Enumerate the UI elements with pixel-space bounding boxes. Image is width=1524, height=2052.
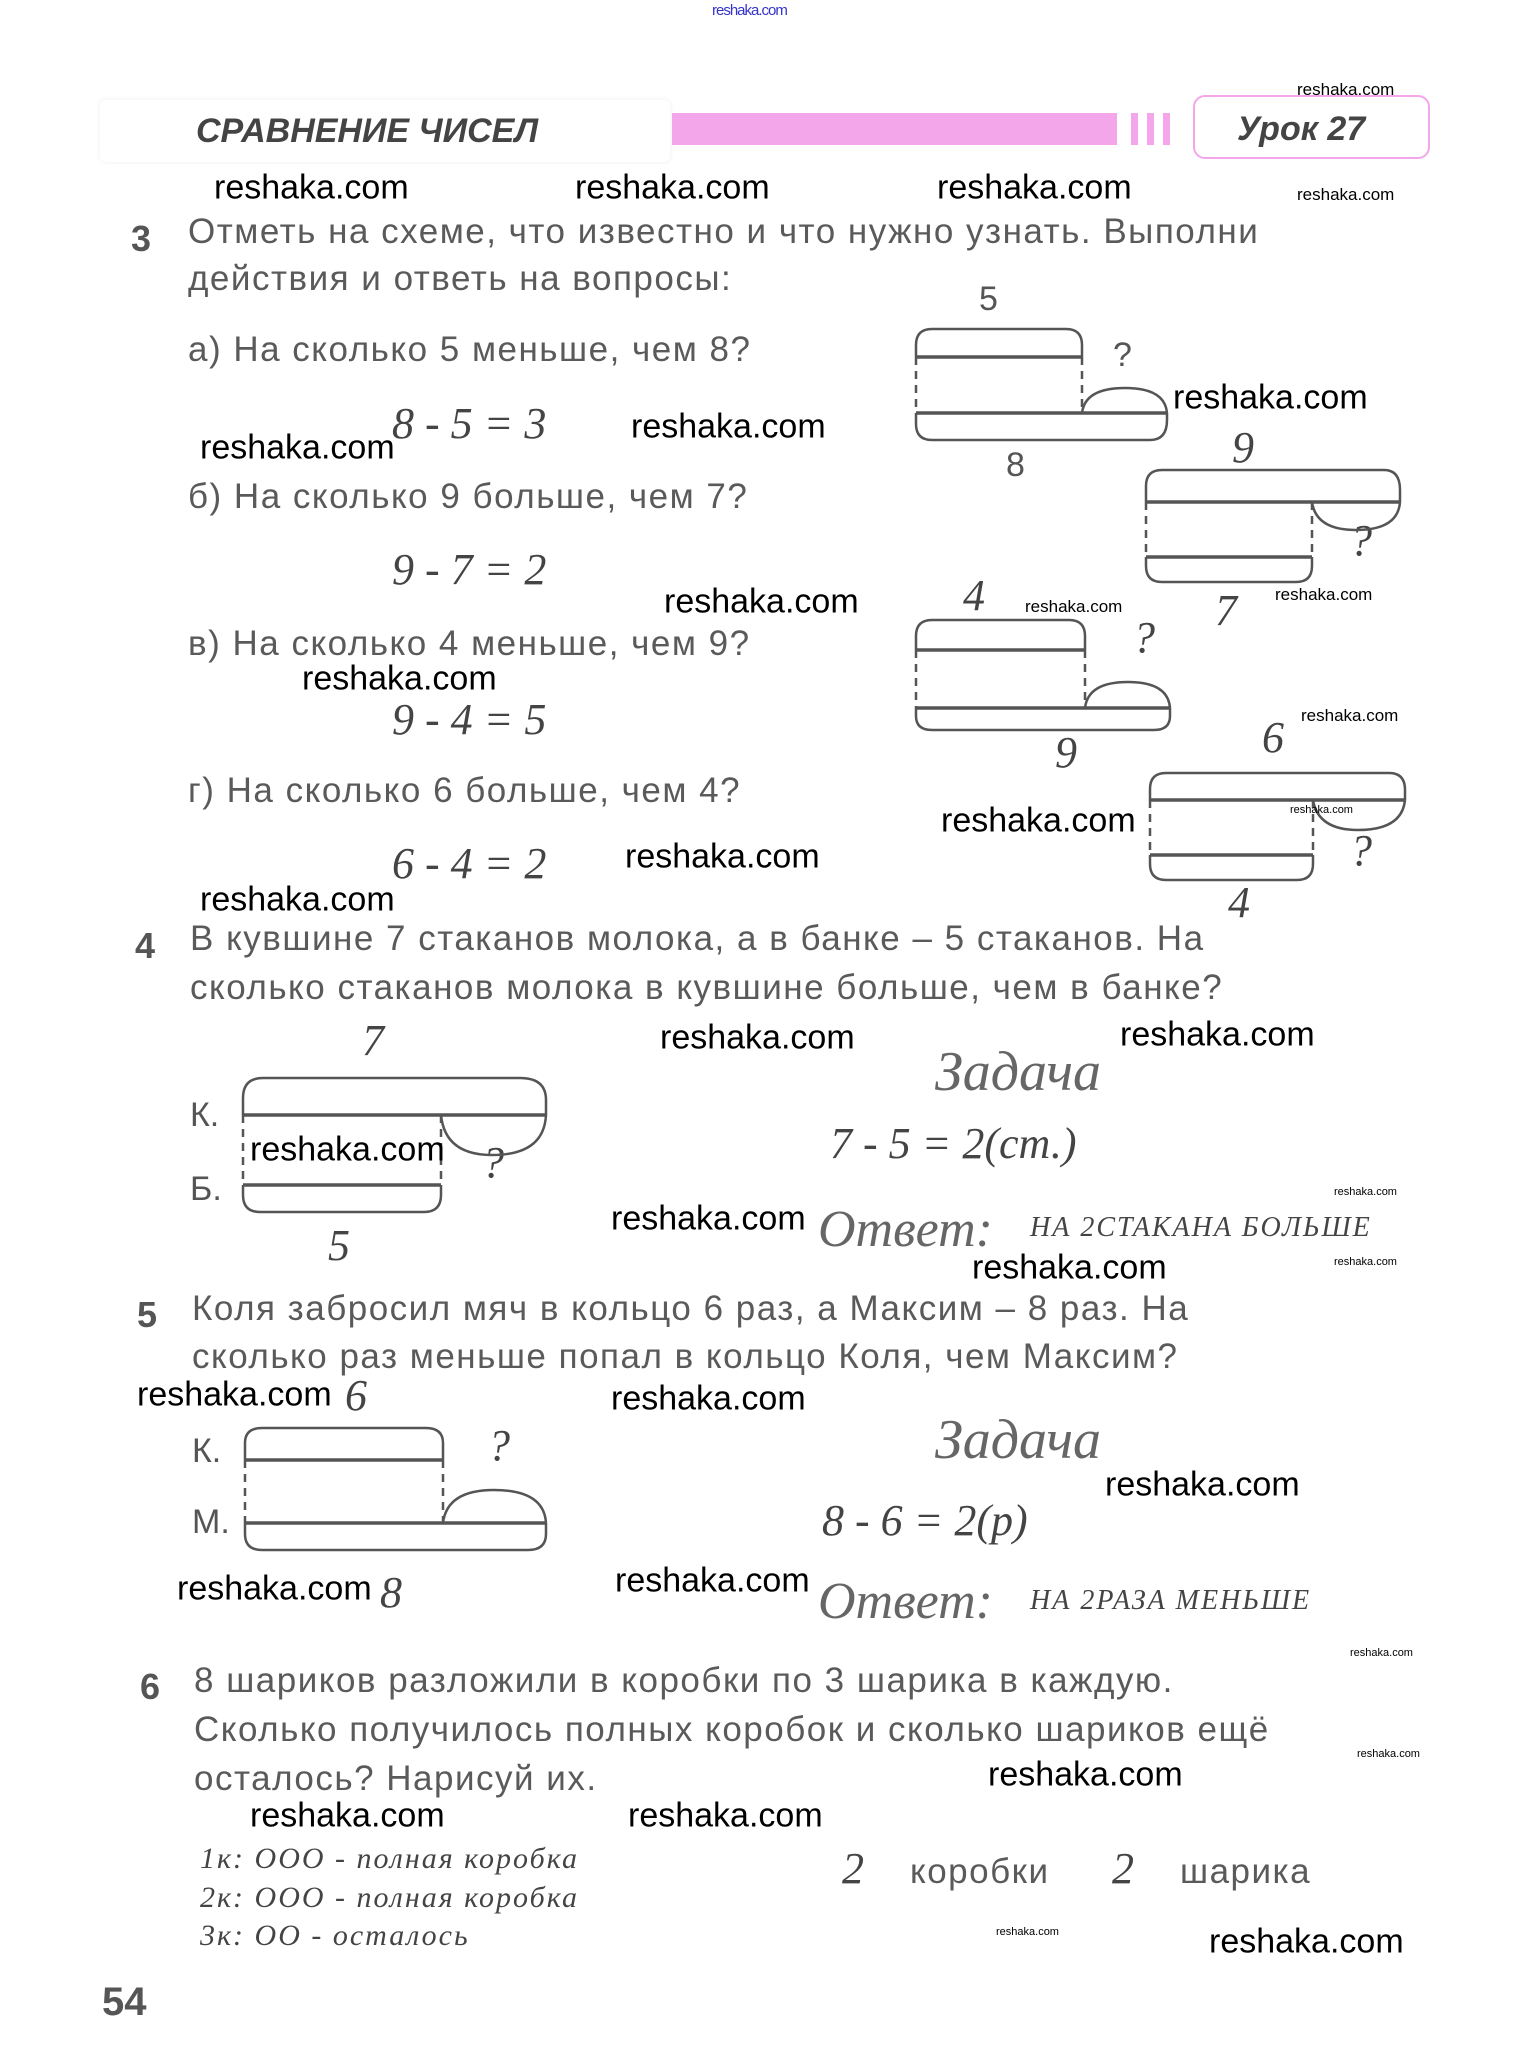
task3-text-line1: Отметь на схеме, что известно и что нужно узнать. Выполни <box>188 212 1260 251</box>
lesson-label: Урок 27 <box>1237 110 1366 148</box>
diagram-b <box>1146 470 1400 582</box>
task6-boxes-label: коробки <box>910 1852 1050 1891</box>
watermark-text: reshaka.com <box>941 801 1136 840</box>
task6-balls-label: шарика <box>1180 1852 1312 1891</box>
diagram-d-question-label: ? <box>1350 826 1372 875</box>
task4-solution: 7 - 5 = 2(ст.) <box>830 1119 1077 1168</box>
watermark-text: reshaka.com <box>214 168 409 207</box>
task4-row-b-label: Б. <box>190 1170 222 1208</box>
watermark-text: reshaka.com <box>611 1379 806 1418</box>
task6-drawing-line: 1к: ООО - полная коробка <box>200 1842 580 1875</box>
watermark-text: reshaka.com <box>988 1755 1183 1794</box>
task4-row-k-label: К. <box>190 1096 220 1134</box>
watermark-text: reshaka.com <box>625 837 820 876</box>
task5-text-line2: сколько раз меньше попал в кольцо Коля, чем Максим? <box>192 1337 1179 1376</box>
task6-drawing-line: 2к: ООО - полная коробка <box>200 1881 580 1914</box>
diagram-d-top-label: 6 <box>1262 713 1284 762</box>
watermark-text: reshaka.com <box>1105 1465 1300 1504</box>
task3d-question: г) На сколько 6 больше, чем 4? <box>188 771 742 810</box>
watermark-text: reshaka.com <box>200 880 395 919</box>
watermark-text: reshaka.com <box>1025 597 1123 616</box>
page-number: 54 <box>102 1980 147 2024</box>
task3-number: 3 <box>131 218 152 259</box>
task4-answer: НА 2СТАКАНА БОЛЬШЕ <box>1030 1212 1372 1243</box>
watermark-text: reshaka.com <box>575 168 770 207</box>
task5-text-line1: Коля забросил мяч в кольцо 6 раз, а Максим – 8 раз. На <box>192 1289 1190 1328</box>
watermark-text: reshaka.com <box>996 1926 1059 1938</box>
watermark-text: reshaka.com <box>631 407 826 446</box>
task4-number: 4 <box>135 925 156 966</box>
watermark-text: reshaka.com <box>250 1796 445 1835</box>
task6-drawing-line: 3к: ОО - осталось <box>200 1919 470 1952</box>
watermark-text: reshaka.com <box>972 1248 1167 1287</box>
watermark-text: reshaka.com <box>1334 1186 1397 1198</box>
watermark-text: reshaka.com <box>1350 1647 1413 1659</box>
task5-bottom-label: 8 <box>380 1568 402 1617</box>
task5-top-label: 6 <box>345 1371 367 1420</box>
task3c-question: в) На сколько 4 меньше, чем 9? <box>188 624 751 663</box>
watermark-text: reshaka.com <box>1275 585 1373 604</box>
watermark-text: reshaka.com <box>1334 1256 1397 1268</box>
task4-answer-word: Ответ: <box>818 1201 993 1258</box>
task6-text-line2: Сколько получилось полных коробок и сколько шариков ещё <box>194 1710 1270 1749</box>
task3c-answer: 9 - 4 = 5 <box>392 695 547 744</box>
watermark-text: reshaka.com <box>177 1569 372 1608</box>
task5-row-m-label: М. <box>192 1503 230 1541</box>
watermark-text: reshaka.com <box>137 1375 332 1414</box>
diagram-b-bottom-label: 7 <box>1215 586 1237 635</box>
diagram-c-bottom-label: 9 <box>1055 728 1077 777</box>
watermark-text: reshaka.com <box>250 1130 445 1169</box>
watermark-text: reshaka.com <box>1290 804 1353 816</box>
task5-heading: Задача <box>935 1409 1102 1471</box>
watermark-text: reshaka.com <box>1297 185 1395 204</box>
task5-solution: 8 - 6 = 2(р) <box>822 1496 1028 1545</box>
diagram-d-bottom-label: 4 <box>1228 878 1250 927</box>
watermark-text: reshaka.com <box>1173 378 1368 417</box>
watermark-text: reshaka.com <box>1120 1015 1315 1054</box>
watermark-text: reshaka.com <box>200 428 395 467</box>
diagram-a <box>916 329 1167 440</box>
task4-top-label: 7 <box>362 1016 384 1065</box>
task6-text-line1: 8 шариков разложили в коробки по 3 шарика в каждую. <box>194 1661 1174 1700</box>
diagram-b-top-label: 9 <box>1232 423 1254 472</box>
watermark-text: reshaka.com <box>1301 706 1399 725</box>
task5-diagram <box>245 1428 546 1550</box>
watermark-text: reshaka.com <box>664 582 859 621</box>
task5-answer-word: Ответ: <box>818 1573 993 1630</box>
task6-text-line3: осталось? Нарисуй их. <box>194 1759 598 1798</box>
top-watermark: reshaka.com <box>712 2 787 19</box>
watermark-text: reshaka.com <box>1209 1922 1404 1961</box>
task6-boxes-value: 2 <box>842 1844 864 1893</box>
task4-text-line2: сколько стаканов молока в кувшине больше, чем в банке? <box>190 968 1224 1007</box>
task3b-answer: 9 - 7 = 2 <box>392 545 547 594</box>
task5-row-k-label: К. <box>192 1432 222 1470</box>
watermark-text: reshaka.com <box>1297 80 1395 99</box>
task6-balls-value: 2 <box>1112 1844 1134 1893</box>
task4-heading: Задача <box>935 1041 1102 1103</box>
diagram-c <box>916 620 1170 730</box>
watermark-text: reshaka.com <box>937 168 1132 207</box>
task4-question-label: ? <box>482 1138 504 1187</box>
watermark-text: reshaka.com <box>611 1199 806 1238</box>
watermark-text: reshaka.com <box>628 1796 823 1835</box>
watermark-text: reshaka.com <box>1357 1748 1420 1760</box>
header-title: СРАВНЕНИЕ ЧИСЕЛ <box>196 112 539 150</box>
task3b-question: б) На сколько 9 больше, чем 7? <box>188 477 749 516</box>
diagram-c-top-label: 4 <box>963 571 985 620</box>
diagram-d <box>1150 773 1405 880</box>
task3a-question: а) На сколько 5 меньше, чем 8? <box>188 330 752 369</box>
task4-bottom-label: 5 <box>328 1221 350 1270</box>
task3-text-line2: действия и ответь на вопросы: <box>188 259 733 298</box>
diagram-a-question-label: ? <box>1113 336 1132 374</box>
watermark-text: reshaka.com <box>660 1018 855 1057</box>
task5-number: 5 <box>137 1294 158 1335</box>
watermark-text: reshaka.com <box>302 659 497 698</box>
diagram-a-top-label: 5 <box>979 280 998 318</box>
task4-text-line1: В кувшине 7 стаканов молока, а в банке – 5 стаканов. На <box>190 919 1205 958</box>
task5-answer: НА 2РАЗА МЕНЬШЕ <box>1030 1585 1312 1616</box>
task3a-answer: 8 - 5 = 3 <box>392 399 547 448</box>
diagram-c-question-label: ? <box>1133 613 1155 662</box>
task3d-answer: 6 - 4 = 2 <box>392 839 547 888</box>
watermark-text: reshaka.com <box>615 1561 810 1600</box>
task6-number: 6 <box>140 1666 161 1707</box>
task5-question-label: ? <box>488 1421 510 1470</box>
diagram-b-question-label: ? <box>1350 516 1372 565</box>
diagram-a-bottom-label: 8 <box>1006 446 1025 484</box>
